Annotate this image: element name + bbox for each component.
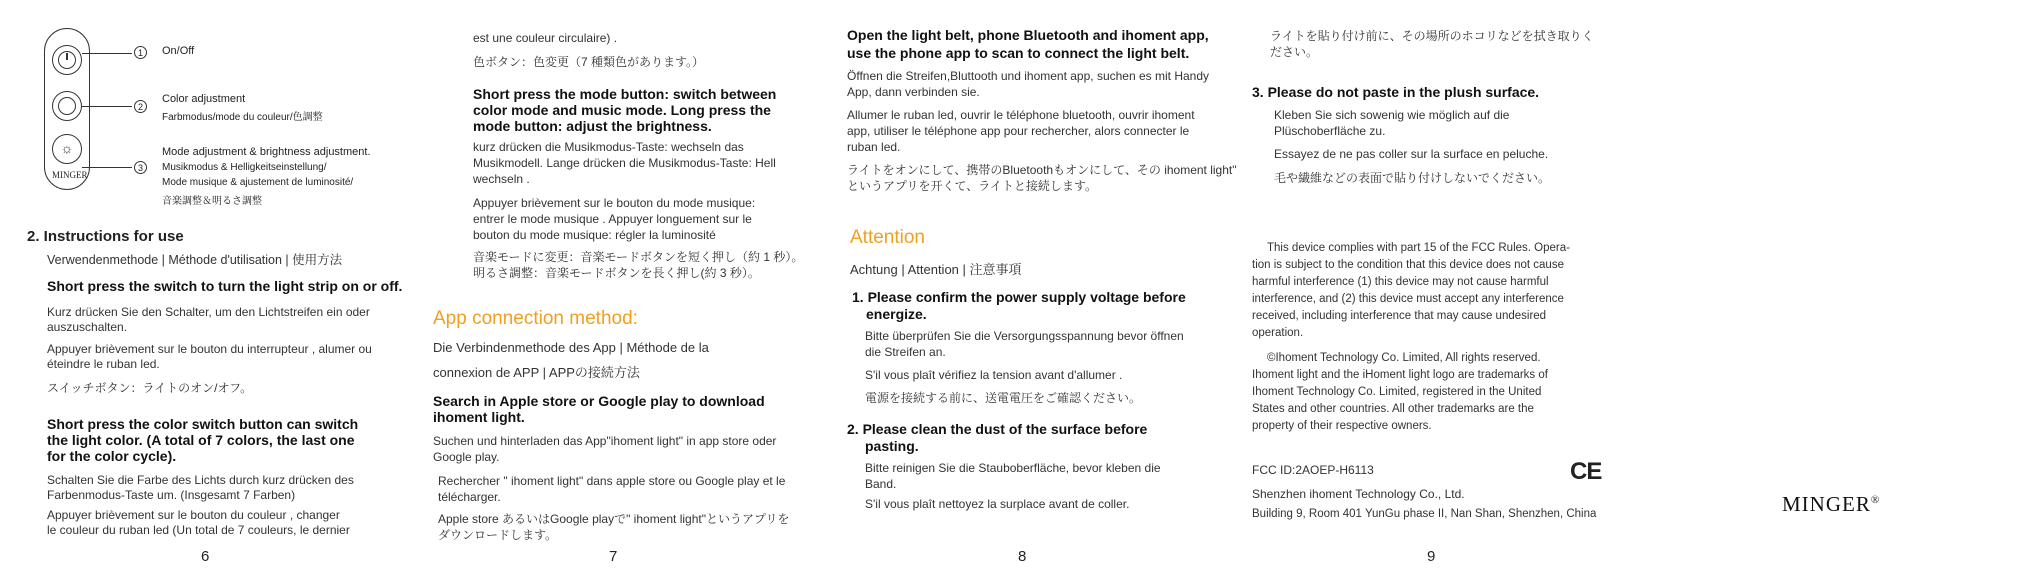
switch-fr-1: Appuyer brièvement sur le bouton du interrupteur , alumer ou — [47, 342, 372, 356]
page-6 — [0, 0, 410, 578]
color-switch-de-2: Farbenmodus-Taste um. (Insgesamt 7 Farben) — [47, 488, 296, 502]
ce-mark: CE — [1570, 458, 1602, 485]
company-name: Shenzhen ihoment Technology Co., Ltd. — [1252, 487, 1465, 501]
switch-de-1: Kurz drücken Sie den Schalter, um den Lichtstreifen ein oder — [47, 305, 370, 319]
app-connection-title: App connection method: — [433, 308, 638, 329]
mode-adjust-sub-2: Mode musique & ajustement de luminosité/ — [162, 177, 354, 188]
voltage-title-2: energize. — [866, 306, 927, 322]
callout-1: 1 — [134, 46, 147, 59]
open-fr-1: Allumer le ruban led, ouvrir le téléphone bluetooth, ouvrir ihoment — [847, 108, 1195, 122]
mode-title-3: mode button: adjust the brightness. — [473, 118, 712, 134]
plush-title: 3. Please do not paste in the plush surface. — [1252, 84, 1540, 100]
switch-fr-2: éteindre le ruban led. — [47, 357, 160, 371]
search-de-2: Google play. — [433, 450, 500, 464]
page-number-9: 9 — [1427, 548, 1436, 565]
mode-adjust-label: Mode adjustment & brightness adjustment. — [162, 146, 371, 158]
voltage-fr: S'il vous plaît vérifiez la tension avant d'allumer . — [865, 368, 1123, 382]
color-adjust-sub: Farbmodus/mode du couleur/色調整 — [162, 112, 323, 123]
attention-langs: Achtung | Attention | 注意事項 — [850, 262, 1022, 277]
fcc-3: harmful interference (1) this device may not cause harmful — [1252, 276, 1549, 288]
p7-line-1: est une couleur circulaire) . — [473, 31, 618, 45]
plush-fr: Essayez de ne pas coller sur la surface en peluche. — [1274, 147, 1549, 161]
section-title: 2. Instructions for use — [27, 228, 184, 245]
copyright-3: Ihoment Technology Co. Limited, registered in the United — [1252, 386, 1542, 398]
open-fr-3: ruban led. — [847, 140, 901, 154]
page-number-7: 7 — [609, 548, 618, 565]
fcc-4: interference, and (2) this device must accept any interference — [1252, 293, 1564, 305]
mode-jp-2: 明るさ調整：音楽モードボタンを長く押し(約 3 秒）。 — [473, 266, 760, 280]
plush-jp: 毛や繊維などの表面で貼り付けしないでください。 — [1274, 171, 1551, 185]
open-jp-1: ライトをオンにして、携帯のBluetoothもオンにして、その ihoment light" — [847, 163, 1237, 177]
fcc-1: This device complies with part 15 of the FCC Rules. Opera- — [1267, 242, 1570, 254]
open-jp-2: というアプリを开くて、ライトと接続します。 — [847, 179, 1097, 193]
open-de-1: Öffnen die Streifen,Bluttooth und ihoment app, suchen es mit Handy — [847, 69, 1210, 83]
onoff-label: On/Off — [162, 45, 195, 57]
clean-title-1: 2. Please clean the dust of the surface before — [847, 421, 1148, 437]
color-adjust-label: Color adjustment — [162, 93, 246, 105]
page-7 — [420, 0, 820, 578]
callout-3: 3 — [134, 161, 147, 174]
device-label: MINGER — [52, 170, 88, 180]
power-icon — [66, 53, 68, 60]
mode-adjust-sub-1: Musikmodus & Helligkeitseinstellung/ — [162, 162, 327, 173]
voltage-title-1: 1. Please confirm the power supply voltage before — [852, 289, 1186, 305]
mode-fr-3: bouton du mode musique: régler la luminosité — [473, 228, 716, 242]
app-methods-2: connexion de APP | APPの接続方法 — [433, 365, 640, 380]
mode-de-3: wechseln . — [473, 172, 530, 186]
mode-de-2: Musikmodell. Lange drücken die Musikmodus-Taste: Hell — [473, 156, 776, 170]
fcc-6: operation. — [1252, 327, 1304, 339]
open-de-2: App, dann verbinden sie. — [847, 85, 980, 99]
clean-de-1: Bitte reinigen Sie die Stauboberfläche, bevor kleben die — [865, 461, 1161, 475]
methods-line: Verwendenmethode | Méthode d'utilisation | 使用方法 — [47, 253, 343, 267]
color-switch-title-3: for the color cycle). — [47, 448, 177, 464]
search-jp-1: Apple store あるいはGoogle playで" ihoment light"というアプリを — [438, 512, 790, 526]
p7-line-2: 色ボタン：色変更（7 種類色があります。） — [473, 55, 705, 69]
switch-de-2: auszuschalten. — [47, 320, 128, 334]
brand-name: MINGER — [1782, 492, 1871, 516]
color-button-inner — [58, 97, 76, 115]
copyright-5: property of their respective owners. — [1252, 420, 1432, 432]
color-switch-fr-1: Appuyer brièvement sur le bouton du couleur , changer — [47, 508, 340, 522]
page-9 — [1240, 0, 1640, 578]
search-de-1: Suchen und hinterladen das App"ihoment light" in app store oder — [433, 434, 777, 448]
page-8 — [830, 0, 1240, 578]
voltage-de-2: die Streifen an. — [865, 345, 946, 359]
search-jp-2: ダウンロードします。 — [438, 528, 558, 542]
company-address: Building 9, Room 401 YunGu phase II, Nan Shan, Shenzhen, China — [1252, 508, 1597, 520]
switch-title: Short press the switch to turn the light strip on or off. — [47, 278, 403, 294]
page-number-6: 6 — [201, 548, 210, 565]
mode-fr-1: Appuyer brièvement sur le bouton du mode musique: — [473, 196, 756, 210]
registered-mark: ® — [1870, 494, 1881, 506]
attention-title: Attention — [850, 227, 925, 248]
plush-de-2: Plüschoberfläche zu. — [1274, 124, 1386, 138]
sun-icon: ☼ — [60, 140, 74, 156]
copyright-4: States and other countries. All other trademarks are the — [1252, 403, 1534, 415]
plush-de-1: Kleben Sie sich sowenig wie möglich auf die — [1274, 108, 1510, 122]
color-switch-fr-2: le couleur du ruban led (Un total de 7 couleurs, le dernier — [47, 523, 350, 537]
mode-adjust-sub-3: 音楽調整＆明るさ調整 — [162, 196, 262, 207]
p9-jp-1: ライトを貼り付け前に、その場所のホコリなどを拭き取りく — [1270, 29, 1594, 43]
clean-de-2: Band. — [865, 477, 897, 491]
search-fr-1: Rechercher " ihoment light" dans apple store ou Google play et le — [438, 474, 786, 488]
color-switch-de-1: Schalten Sie die Farbe des Lichts durch kurz drücken des — [47, 473, 354, 487]
open-title-2: use the phone app to scan to connect the light belt. — [847, 45, 1190, 61]
voltage-jp: 電源を接続する前に、送電電圧をご確認ください。 — [865, 391, 1142, 405]
leader-line-3 — [82, 167, 132, 168]
voltage-de-1: Bitte überprüfen Sie die Versorgungsspannung bevor öffnen — [865, 329, 1184, 343]
mode-title-2: color mode and music mode. Long press the — [473, 102, 771, 118]
mode-de-1: kurz drücken die Musikmodus-Taste: wechseln das — [473, 140, 744, 154]
clean-fr: S'il vous plaît nettoyez la surplace avant de coller. — [865, 497, 1130, 511]
leader-line-1 — [82, 53, 132, 54]
mode-jp-1: 音楽モードに変更：音楽モードボタンを短く押し（約 1 秒）。 — [473, 250, 804, 264]
app-methods-1: Die Verbindenmethode des App | Méthode de la — [433, 340, 709, 355]
clean-title-2: pasting. — [865, 438, 919, 454]
fcc-id: FCC ID:2AOEP-H6113 — [1252, 463, 1374, 477]
page-number-8: 8 — [1018, 548, 1027, 565]
copyright-1: ©Ihoment Technology Co. Limited, All rights reserved. — [1267, 352, 1541, 364]
color-switch-title-2: the light color. (A total of 7 colors, the last one — [47, 432, 355, 448]
p9-jp-2: ださい。 — [1270, 45, 1319, 59]
open-title-1: Open the light belt, phone Bluetooth and ihoment app, — [847, 27, 1209, 43]
callout-2: 2 — [134, 100, 147, 113]
mode-title-1: Short press the mode button: switch between — [473, 86, 777, 102]
leader-line-2 — [82, 106, 132, 107]
search-title-2: ihoment light. — [433, 409, 525, 425]
color-switch-title-1: Short press the color switch button can switch — [47, 416, 359, 432]
copyright-2: Ihoment light and the iHoment light logo are trademarks of — [1252, 369, 1548, 381]
fcc-2: tion is subject to the condition that this device does not cause — [1252, 259, 1564, 271]
mode-fr-2: entrer le mode musique . Appuyer longuement sur le — [473, 212, 752, 226]
search-title-1: Search in Apple store or Google play to download — [433, 393, 765, 409]
search-fr-2: télécharger. — [438, 490, 501, 504]
fcc-5: received, including interference that may cause undesired — [1252, 310, 1547, 322]
open-fr-2: app, utiliser le téléphone app pour rechercher, alors connecter le — [847, 124, 1190, 138]
brand-logo — [1782, 492, 1880, 517]
switch-jp: スイッチボタン：ライトのオン/オフ。 — [47, 381, 253, 395]
